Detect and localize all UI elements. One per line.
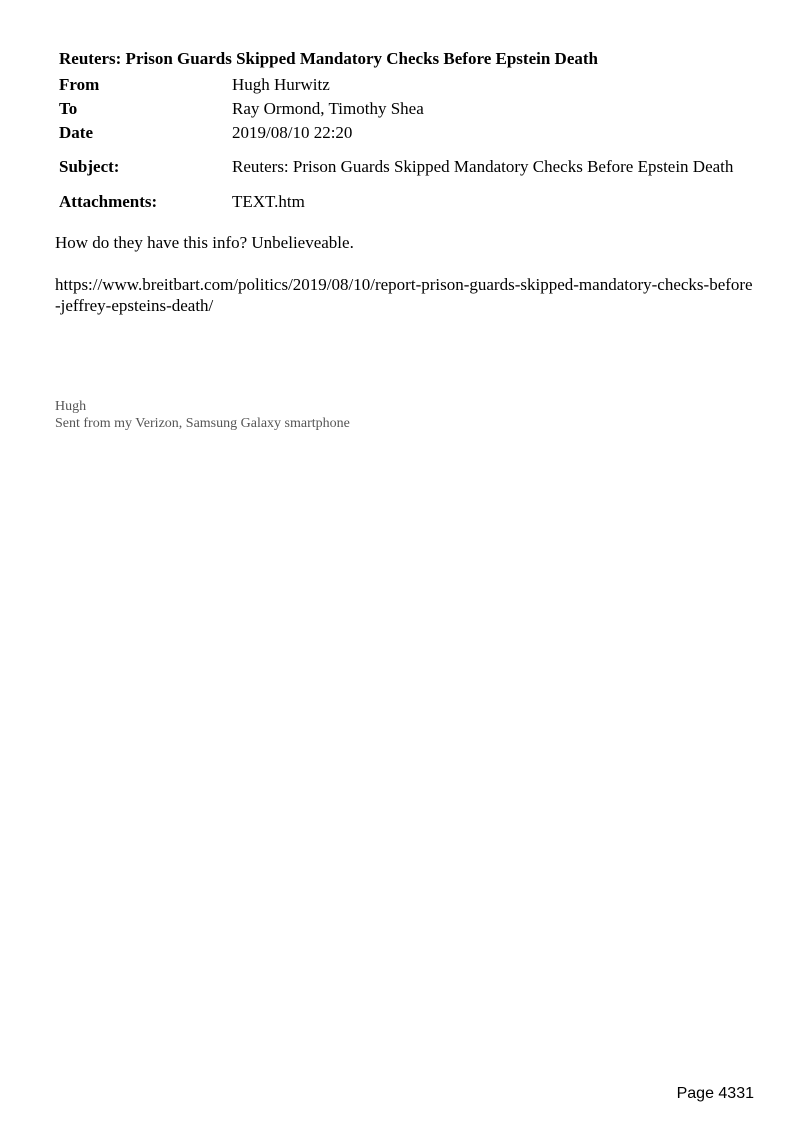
email-header-table bbox=[59, 72, 749, 214]
header-row-subject bbox=[59, 144, 749, 188]
to-label: To bbox=[59, 98, 78, 118]
signature-name: Hugh bbox=[55, 399, 87, 414]
to-value: Ray Ormond, Timothy Shea bbox=[232, 98, 424, 118]
from-label: From bbox=[59, 74, 100, 94]
header-row-from bbox=[59, 72, 749, 96]
page-number: Page 4331 bbox=[676, 1085, 754, 1102]
header-row-to bbox=[59, 96, 749, 120]
email-body-text: How do they have this info? Unbelieveable. bbox=[55, 233, 354, 252]
date-value: 2019/08/10 22:20 bbox=[232, 122, 353, 142]
email-title: Reuters: Prison Guards Skipped Mandatory Checks Before Epstein Death bbox=[59, 49, 598, 68]
signature-device: Sent from my Verizon, Samsung Galaxy smartphone bbox=[55, 416, 350, 431]
attachments-value: TEXT.htm bbox=[232, 191, 305, 211]
from-value: Hugh Hurwitz bbox=[232, 74, 330, 94]
attachments-label: Attachments: bbox=[59, 191, 158, 211]
date-label: Date bbox=[59, 122, 93, 142]
email-signature bbox=[55, 398, 350, 432]
header-row-date bbox=[59, 120, 749, 144]
header-row-attachments bbox=[59, 188, 749, 214]
subject-label: Subject: bbox=[59, 156, 120, 176]
email-body-link[interactable]: https://www.breitbart.com/politics/2019/08/10/report-prison-guards-skipped-mandatory-checks-before-jeffrey-epsteins-death/ bbox=[55, 275, 753, 315]
subject-value: Reuters: Prison Guards Skipped Mandatory Checks Before Epstein Death bbox=[232, 156, 734, 176]
